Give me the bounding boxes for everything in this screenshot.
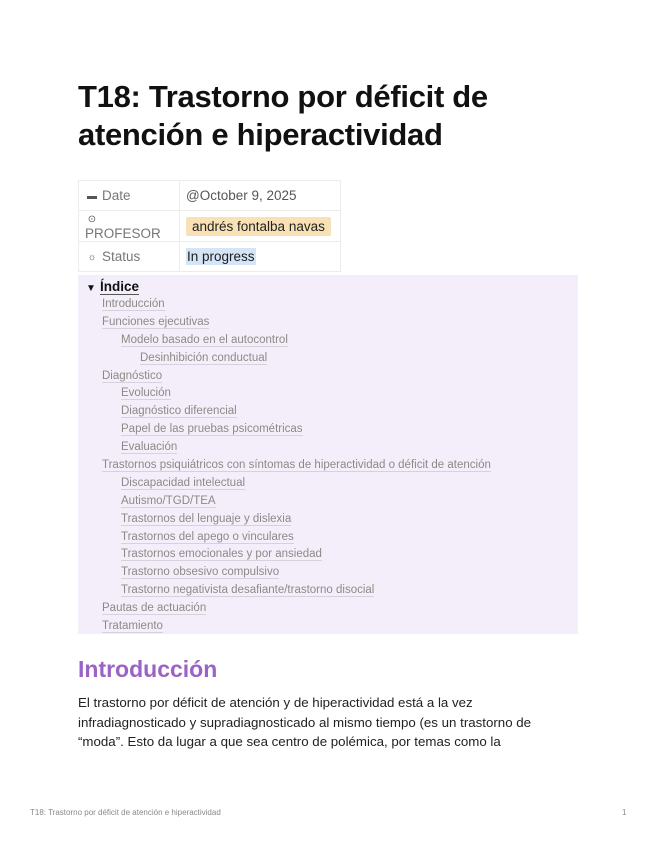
toc-item[interactable]: [86, 421, 578, 439]
toc-link[interactable]: Diagnóstico: [102, 369, 163, 382]
toc-item[interactable]: [86, 582, 578, 600]
toc-item[interactable]: [86, 457, 578, 475]
property-key-status: ☼ Status: [79, 242, 180, 272]
toc-link[interactable]: Evolución: [121, 387, 171, 400]
toc-link[interactable]: Discapacidad intelectual: [121, 476, 246, 489]
toc-item[interactable]: [86, 493, 578, 511]
toc-item[interactable]: [86, 350, 578, 368]
property-row-date: [79, 181, 341, 211]
property-value-status[interactable]: [180, 242, 341, 272]
toc-item[interactable]: [86, 564, 578, 582]
calendar-icon: ▬: [87, 191, 97, 202]
profesor-tag[interactable]: andrés fontalba navas: [186, 217, 331, 236]
toc-item[interactable]: [86, 546, 578, 564]
toc-link[interactable]: Trastorno obsesivo compulsivo: [121, 566, 280, 579]
properties-table: [78, 180, 341, 272]
toc-link[interactable]: Modelo basado en el autocontrol: [121, 333, 288, 346]
toc-item[interactable]: [86, 314, 578, 332]
toc-item[interactable]: [86, 368, 578, 386]
property-value-profesor[interactable]: [180, 211, 341, 242]
toc-link[interactable]: Evaluación: [121, 441, 178, 454]
toc-item[interactable]: [86, 618, 578, 636]
toc-item[interactable]: [86, 296, 578, 314]
toc-link[interactable]: Trastornos del apego o vinculares: [121, 530, 294, 543]
toc-item[interactable]: [86, 332, 578, 350]
footer-title: T18: Trastorno por déficit de atención e hiperactividad: [30, 808, 221, 817]
toc-link[interactable]: Trastornos del lenguaje y dislexia: [121, 512, 292, 525]
person-icon: ⊙: [87, 214, 97, 225]
toc-item[interactable]: [86, 439, 578, 457]
toggle-triangle-icon[interactable]: ▼: [86, 283, 96, 294]
section-paragraph: El trastorno por déficit de atención y de hiperactividad está a la vez infradiagnosticado y supradiagnosticado al mismo tiempo (es un trastorno de “moda”. Esto da lugar a que sea centro de polémica, por temas como la: [78, 695, 532, 749]
toc-link[interactable]: Autismo/TGD/TEA: [121, 494, 216, 507]
page-title: T18: Trastorno por déficit de atención e hiperactividad: [78, 79, 488, 152]
toc-link[interactable]: Trastornos emocionales y por ansiedad: [121, 548, 322, 561]
toc-item[interactable]: [86, 511, 578, 529]
toc-link[interactable]: Trastorno negativista desafiante/trastorno disocial: [121, 584, 375, 597]
property-row-profesor: [79, 211, 341, 242]
page-number: 1: [622, 808, 627, 817]
toc-item[interactable]: [86, 529, 578, 547]
toc-link[interactable]: Papel de las pruebas psicométricas: [121, 423, 303, 436]
toc-link[interactable]: Diagnóstico diferencial: [121, 405, 237, 418]
toc-link[interactable]: Trastornos psiquiátricos con síntomas de hiperactividad o déficit de atención: [102, 459, 491, 472]
status-icon: ☼: [87, 252, 97, 263]
toc-label[interactable]: Índice: [100, 279, 140, 294]
toc-link[interactable]: Pautas de actuación: [102, 602, 207, 615]
toc-item[interactable]: [86, 475, 578, 493]
property-key-date: ▬ Date: [79, 181, 180, 211]
toc-link[interactable]: Tratamiento: [102, 620, 163, 633]
toc-link[interactable]: Desinhibición conductual: [140, 351, 268, 364]
property-key-profesor: ⊙PROFESOR: [79, 211, 180, 242]
toc-link[interactable]: Funciones ejecutivas: [102, 315, 210, 328]
table-of-contents: [78, 275, 578, 634]
toc-item[interactable]: [86, 600, 578, 618]
section-heading: Introducción: [78, 656, 218, 682]
property-row-status: [79, 242, 341, 272]
toc-toggle[interactable]: [86, 277, 578, 296]
toc-list: [86, 296, 578, 636]
toc-item[interactable]: [86, 403, 578, 421]
toc-item[interactable]: [86, 385, 578, 403]
status-badge[interactable]: In progress: [187, 249, 255, 264]
toc-link[interactable]: Introducción: [102, 298, 165, 310]
property-value-date[interactable]: @October 9, 2025: [180, 181, 341, 211]
